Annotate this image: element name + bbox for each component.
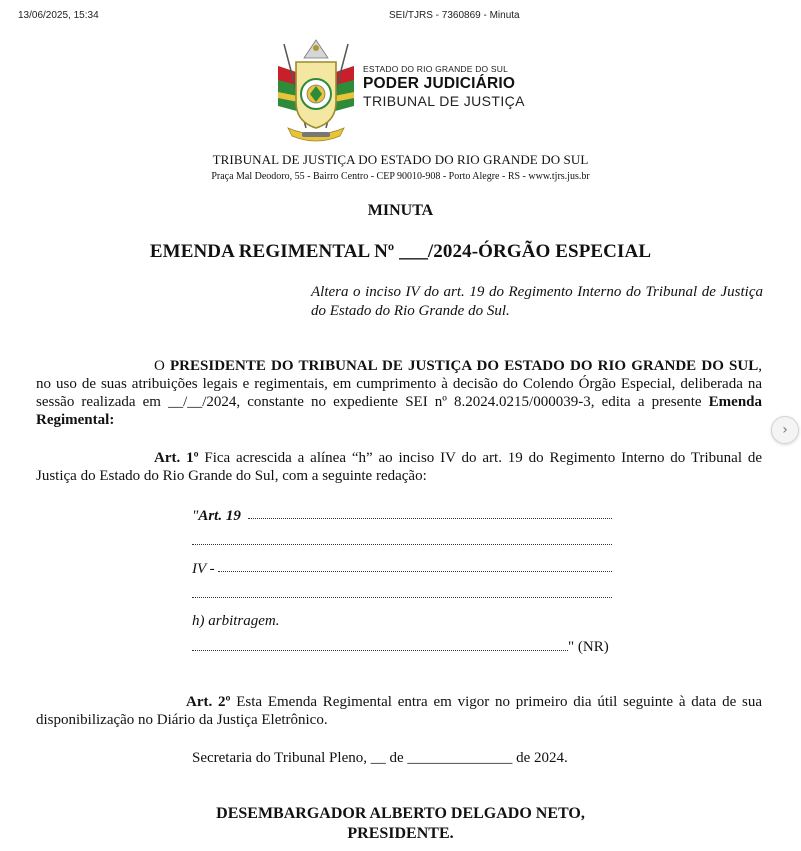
ementa: Altera o inciso IV do art. 19 do Regimento Interno do Tribunal de Justiça do Estado do Rio Grande do Sul.: [311, 284, 763, 319]
document-title: EMENDA REGIMENTAL Nº ___/2024-ÓRGÃO ESPECIAL: [149, 241, 652, 262]
institution-court: TRIBUNAL DE JUSTIÇA: [363, 93, 525, 109]
signer-role: PRESIDENTE.: [347, 825, 454, 842]
court-full-name: TRIBUNAL DE JUSTIÇA DO ESTADO DO RIO GRANDE DO SUL: [212, 152, 589, 167]
preamble-closing: Emenda Regimental:: [36, 394, 762, 428]
dotted-line: [248, 518, 612, 519]
dotted-line: [192, 544, 612, 545]
document-kind: MINUTA: [367, 202, 434, 219]
dotted-line: [192, 650, 568, 651]
article-2-text: Esta Emenda Regimental entra em vigor no primeiro dia útil seguinte à data de sua disponibilização no Diário da Justiça Eletrônico.: [36, 694, 763, 728]
print-document-reference: SEI/TJRS - 7360869 - Minuta: [389, 10, 520, 21]
next-page-button[interactable]: [771, 416, 799, 444]
institution-power: PODER JUDICIÁRIO: [363, 75, 516, 92]
signer-name: DESEMBARGADOR ALBERTO DELGADO NETO,: [216, 805, 585, 822]
article-2: [36, 693, 762, 729]
article-1: [36, 449, 762, 485]
chevron-right-icon: ›: [782, 422, 788, 438]
coat-of-arms-logo: [274, 36, 358, 144]
preamble-paragraph: [36, 357, 762, 429]
article-1-label: Art. 1º: [154, 450, 199, 466]
preamble-lead: O: [154, 358, 171, 374]
quote-alinea: h) arbitragem.: [192, 613, 280, 629]
quote-art-line: [192, 508, 241, 525]
institution-state: ESTADO DO RIO GRANDE DO SUL: [363, 64, 509, 74]
quote-close-nr: " (NR): [568, 639, 609, 655]
preamble-authority: PRESIDENTE DO TRIBUNAL DE JUSTIÇA DO ESTADO DO RIO GRANDE DO SUL: [170, 358, 759, 374]
quote-open-mark: ": [192, 508, 199, 524]
court-address: Praça Mal Deodoro, 55 - Bairro Centro - CEP 90010-908 - Porto Alegre - RS - www.tjrs.jus.br: [211, 171, 590, 182]
quote-art-label: Art. 19: [198, 508, 241, 524]
print-datetime: 13/06/2025, 15:34: [18, 10, 99, 21]
institution-block: [363, 64, 525, 109]
dotted-line: [192, 597, 612, 598]
article-1-text: Fica acrescida a alínea “h” ao inciso IV do art. 19 do Regimento Interno do Tribunal de Justiça do Estado do Rio Grande do Sul, com a seguinte redação:: [36, 450, 762, 484]
article-2-label: Art. 2º: [186, 694, 231, 710]
preamble-text: , no uso de suas atribuições legais e regimentais, em cumprimento à decisão do Colendo Órgão Especial, deliberada na sessão realizada em __/__/2024, constante no expediente SEI nº 8.2024.0215/000039-3, edita a presente: [36, 358, 762, 410]
quote-inciso-label: IV -: [192, 561, 215, 577]
secretaria-line: Secretaria do Tribunal Pleno, __ de ______________ de 2024.: [192, 750, 568, 766]
dotted-line: [218, 571, 612, 572]
